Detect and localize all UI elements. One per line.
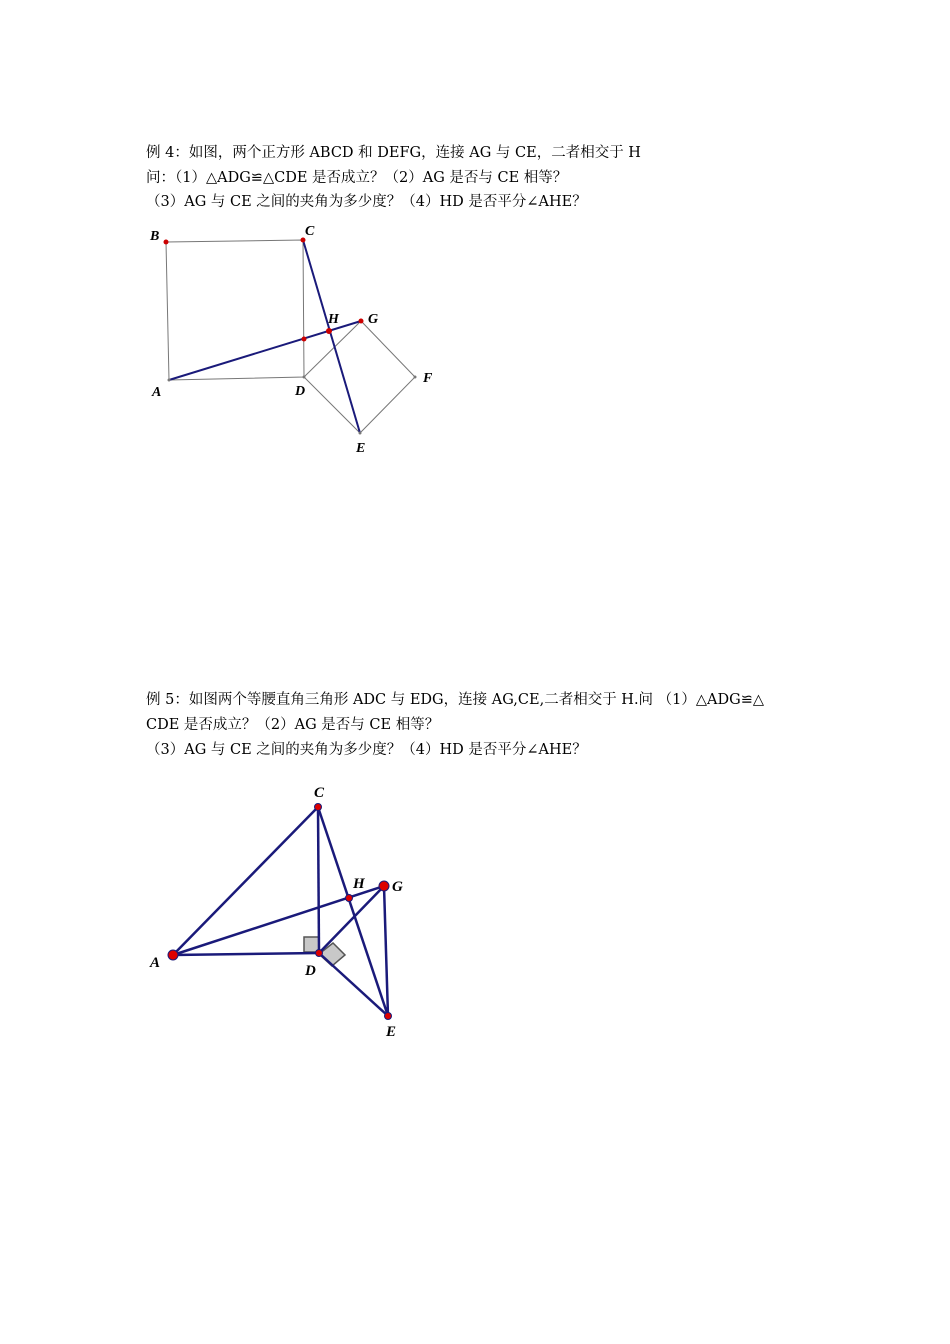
label-c: C — [314, 785, 325, 801]
label-e: E — [356, 441, 366, 456]
point-b — [164, 240, 169, 245]
point-d — [303, 376, 306, 379]
label-h: H — [353, 876, 365, 892]
example4-question-line2: 问：（1）△ADG≌△CDE 是否成立？（2）AG 是否与 CE 相等？ — [146, 170, 568, 186]
point-a — [168, 379, 171, 382]
point-g — [359, 319, 364, 324]
segment-ge — [384, 886, 388, 1016]
point-intersection — [302, 337, 307, 342]
square-defg — [304, 321, 415, 433]
label-e: E — [386, 1024, 397, 1040]
example5-figure — [149, 785, 403, 1040]
segment-ac — [173, 807, 318, 955]
point-f — [414, 376, 417, 379]
segment-ad — [173, 953, 319, 955]
example4-question-line1: 例 4：如图，两个正方形 ABCD 和 DEFG，连接 AG 与 CE，二者相交于 H — [146, 145, 641, 161]
right-angle-marker-edg — [319, 943, 345, 966]
label-g: G — [392, 879, 403, 895]
segment-cd — [318, 807, 319, 953]
label-b: B — [150, 229, 160, 244]
point-h — [326, 328, 332, 334]
point-c — [315, 804, 322, 811]
point-g — [379, 881, 389, 891]
segment-ag — [169, 321, 361, 380]
example5-question-line2: CDE 是否成立？（2）AG 是否与 CE 相等？ — [146, 717, 440, 733]
point-e — [385, 1013, 392, 1020]
label-c: C — [305, 224, 315, 239]
label-d: D — [305, 963, 316, 979]
point-a — [168, 950, 178, 960]
label-a: A — [150, 955, 161, 971]
point-h — [346, 895, 353, 902]
label-f: F — [423, 371, 433, 386]
example5-question-line1: 例 5：如图两个等腰直角三角形 ADC 与 EDG，连接 AG,CE,二者相交于 H.问 （1）△ADG≌△ — [146, 692, 765, 708]
label-h: H — [328, 312, 339, 327]
label-g: G — [368, 312, 379, 327]
example4-question-line3: （3）AG 与 CE 之间的夹角为多少度？（4）HD 是否平分∠AHE？ — [146, 194, 587, 210]
label-d: D — [295, 384, 306, 399]
example5-question-line3: （3）AG 与 CE 之间的夹角为多少度？（4）HD 是否平分∠AHE？ — [146, 742, 587, 758]
label-a: A — [152, 385, 162, 400]
point-d — [316, 950, 323, 957]
point-e — [359, 432, 362, 435]
